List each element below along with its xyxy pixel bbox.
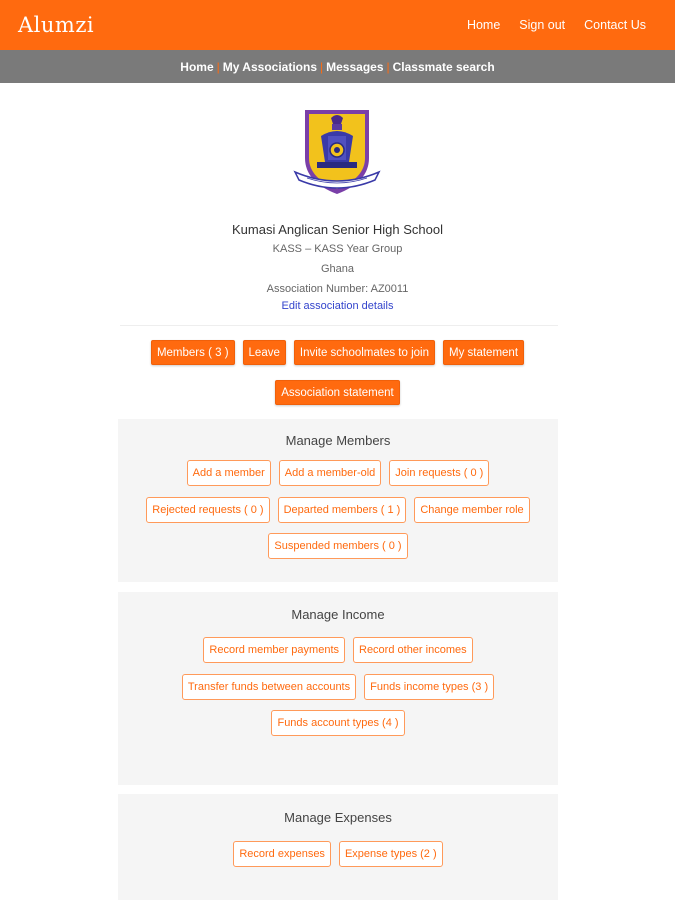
edit-association-link[interactable]: Edit association details [281,300,394,312]
sub-nav-separator: | [320,59,324,74]
manage-members-row [118,460,558,486]
sub-nav [0,50,675,83]
association-number: Association Number: AZ0011 [266,283,409,295]
sub-nav-separator: | [386,59,390,74]
change-member-role-button[interactable]: Change member role [414,497,529,523]
manage-members-panel [118,419,558,582]
action-buttons-row-2 [0,380,675,405]
expense-types-button[interactable]: Expense types (2 ) [339,841,443,867]
record-member-payments-button[interactable]: Record member payments [203,637,345,663]
manage-expenses-row [118,841,558,867]
sub-nav-home[interactable]: Home [180,59,214,74]
sub-nav-separator: | [216,59,220,74]
record-expenses-button[interactable]: Record expenses [233,841,331,867]
app-logo[interactable]: Alumzi [18,13,95,37]
manage-members-row [118,497,558,523]
association-country: Ghana [320,263,355,275]
invite-schoolmates-button[interactable]: Invite schoolmates to join [294,340,435,365]
top-nav-contact-us[interactable]: Contact Us [584,18,646,32]
funds-income-types-button[interactable]: Funds income types (3 ) [364,674,494,700]
manage-income-row [118,637,558,663]
suspended-members-button[interactable]: Suspended members ( 0 ) [268,533,407,559]
departed-members-button[interactable]: Departed members ( 1 ) [278,497,407,523]
join-requests-button[interactable]: Join requests ( 0 ) [389,460,489,486]
manage-expenses-panel [118,794,558,900]
leave-button[interactable]: Leave [243,340,286,365]
manage-members-row [118,533,558,559]
action-buttons-row-1 [0,340,675,365]
top-nav [467,18,657,32]
add-member-button[interactable]: Add a member [187,460,271,486]
divider [120,325,558,326]
add-member-old-button[interactable]: Add a member-old [279,460,382,486]
manage-income-title: Manage Income [291,607,385,622]
association-name: Kumasi Anglican Senior High School [231,222,443,237]
school-crest-icon [291,106,383,198]
top-nav-home[interactable]: Home [466,18,501,32]
manage-income-row [118,674,558,700]
association-statement-button[interactable]: Association statement [275,380,400,405]
rejected-requests-button[interactable]: Rejected requests ( 0 ) [146,497,269,523]
top-bar [0,0,675,50]
manage-income-row [118,710,558,736]
transfer-funds-button[interactable]: Transfer funds between accounts [182,674,356,700]
association-group: KASS – KASS Year Group [272,243,403,255]
sub-nav-messages[interactable]: Messages [326,59,384,74]
sub-nav-classmate-search[interactable]: Classmate search [392,59,495,74]
top-nav-sign-out[interactable]: Sign out [519,18,566,32]
manage-members-title: Manage Members [285,433,391,448]
record-other-incomes-button[interactable]: Record other incomes [353,637,473,663]
manage-expenses-title: Manage Expenses [284,810,392,825]
my-statement-button[interactable]: My statement [443,340,524,365]
sub-nav-my-associations[interactable]: My Associations [222,59,317,74]
funds-account-types-button[interactable]: Funds account types (4 ) [271,710,404,736]
manage-income-panel [118,592,558,785]
members-button[interactable]: Members ( 3 ) [151,340,235,365]
